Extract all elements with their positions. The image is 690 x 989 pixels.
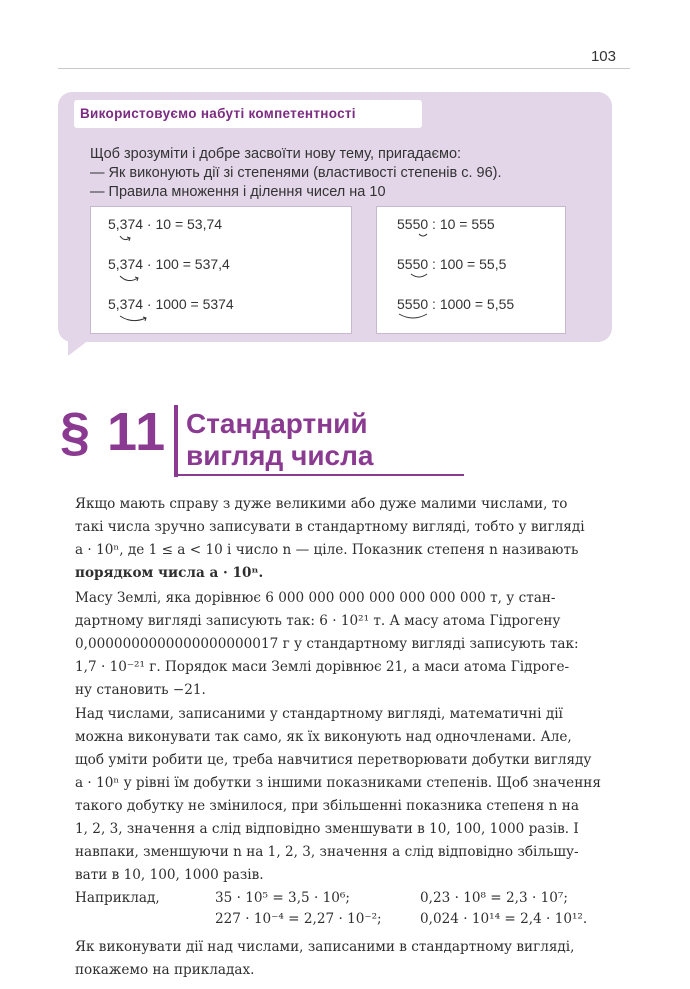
section-divider [174,405,178,477]
page-number: 103 [590,48,616,65]
text-line: покажемо на прикладах. [75,962,255,978]
review-item-powers: — Як виконують дії зі степенями (властивості степенів с. 96). [90,165,502,181]
header-rule [58,68,630,69]
text-line: Над числами, записаними у стандартному вигляді, математичні дії [75,706,563,722]
review-title: Використовуємо набуті компетентності [74,100,422,128]
multiply-example-3: 5,374 · 1000 = 5374 [108,296,234,312]
text-line: порядком числа a · 10ⁿ. [75,565,264,581]
text-line: Як виконувати дії над числами, записаними в стандартному вигляді, [75,939,575,955]
divide-example-2: 5550 : 100 = 55,5 [397,256,507,272]
text-line: 1,7 · 10⁻²¹ г. Порядок маси Землі дорівнює 21, а маси атома Гідроге- [75,659,570,675]
review-item-rules: — Правила множення і ділення чисел на 10 [90,184,386,200]
review-box-tail [68,336,94,356]
text-line: 1, 2, 3, значення a слід відповідно зменшувати в 10, 100, 1000 разів. І [75,821,579,837]
text-line: дартному вигляді записують так: 6 · 10²¹ т. А масу атома Гідрогену [75,613,561,629]
text-line: Якщо мають справу з дуже великими або дуже малими числами, то [75,496,568,512]
text-line: такі числа зручно записувати в стандартному вигляді, тобто у вигляді [75,519,585,535]
text-line: такого добутку не змінилося, при збільшенні показника степеня n на [75,798,579,814]
text-line: ну становить −21. [75,682,206,698]
text-line: можна виконувати так само, як їх виконують над одночленами. Але, [75,729,572,745]
text-line: щоб уміти робити це, треба навчитися перетворювати добутки вигляду [75,752,592,768]
text-line: навпаки, зменшуючи n на 1, 2, 3, значення a слід відповідно збільшу- [75,844,579,860]
example-equation: 35 · 10⁵ = 3,5 · 10⁶; [215,890,350,906]
section-title-line-2: вигляд числа [186,440,374,471]
example-equation: 0,024 · 10¹⁴ = 2,4 · 10¹². [420,911,588,927]
section-title-line-1: Стандартний [186,408,368,439]
divide-example-1: 5550 : 10 = 555 [397,216,495,232]
text-line: Масу Землі, яка дорівнює 6 000 000 000 000 000 000 000 т, у стан- [75,590,556,606]
multiply-example-2: 5,374 · 100 = 537,4 [108,256,230,272]
divide-example-3: 5550 : 1000 = 5,55 [397,296,515,312]
text-line: 0,0000000000000000000017 г у стандартному вигляді записують так: [75,636,579,652]
multiply-example-1: 5,374 · 10 = 53,74 [108,216,223,232]
examples-label: Наприклад, [75,890,160,906]
section-number: § 11 [60,402,167,462]
text-line: вати в 10, 100, 1000 разів. [75,867,264,883]
example-equation: 0,23 · 10⁸ = 2,3 · 10⁷; [420,890,568,906]
section-underline [178,474,464,476]
review-intro: Щоб зрозуміти і добре засвоїти нову тему, пригадаємо: [90,146,462,162]
example-equation: 227 · 10⁻⁴ = 2,27 · 10⁻²; [215,911,382,927]
decimal-shift-arrows [108,228,178,324]
text-line: a · 10ⁿ у рівні їм добутки з іншими показниками степенів. Щоб значення [75,775,601,791]
text-line: a · 10ⁿ, де 1 ≤ a < 10 і число n — ціле. Показник степеня n називають [75,542,579,558]
decimal-shift-curves [397,228,457,324]
